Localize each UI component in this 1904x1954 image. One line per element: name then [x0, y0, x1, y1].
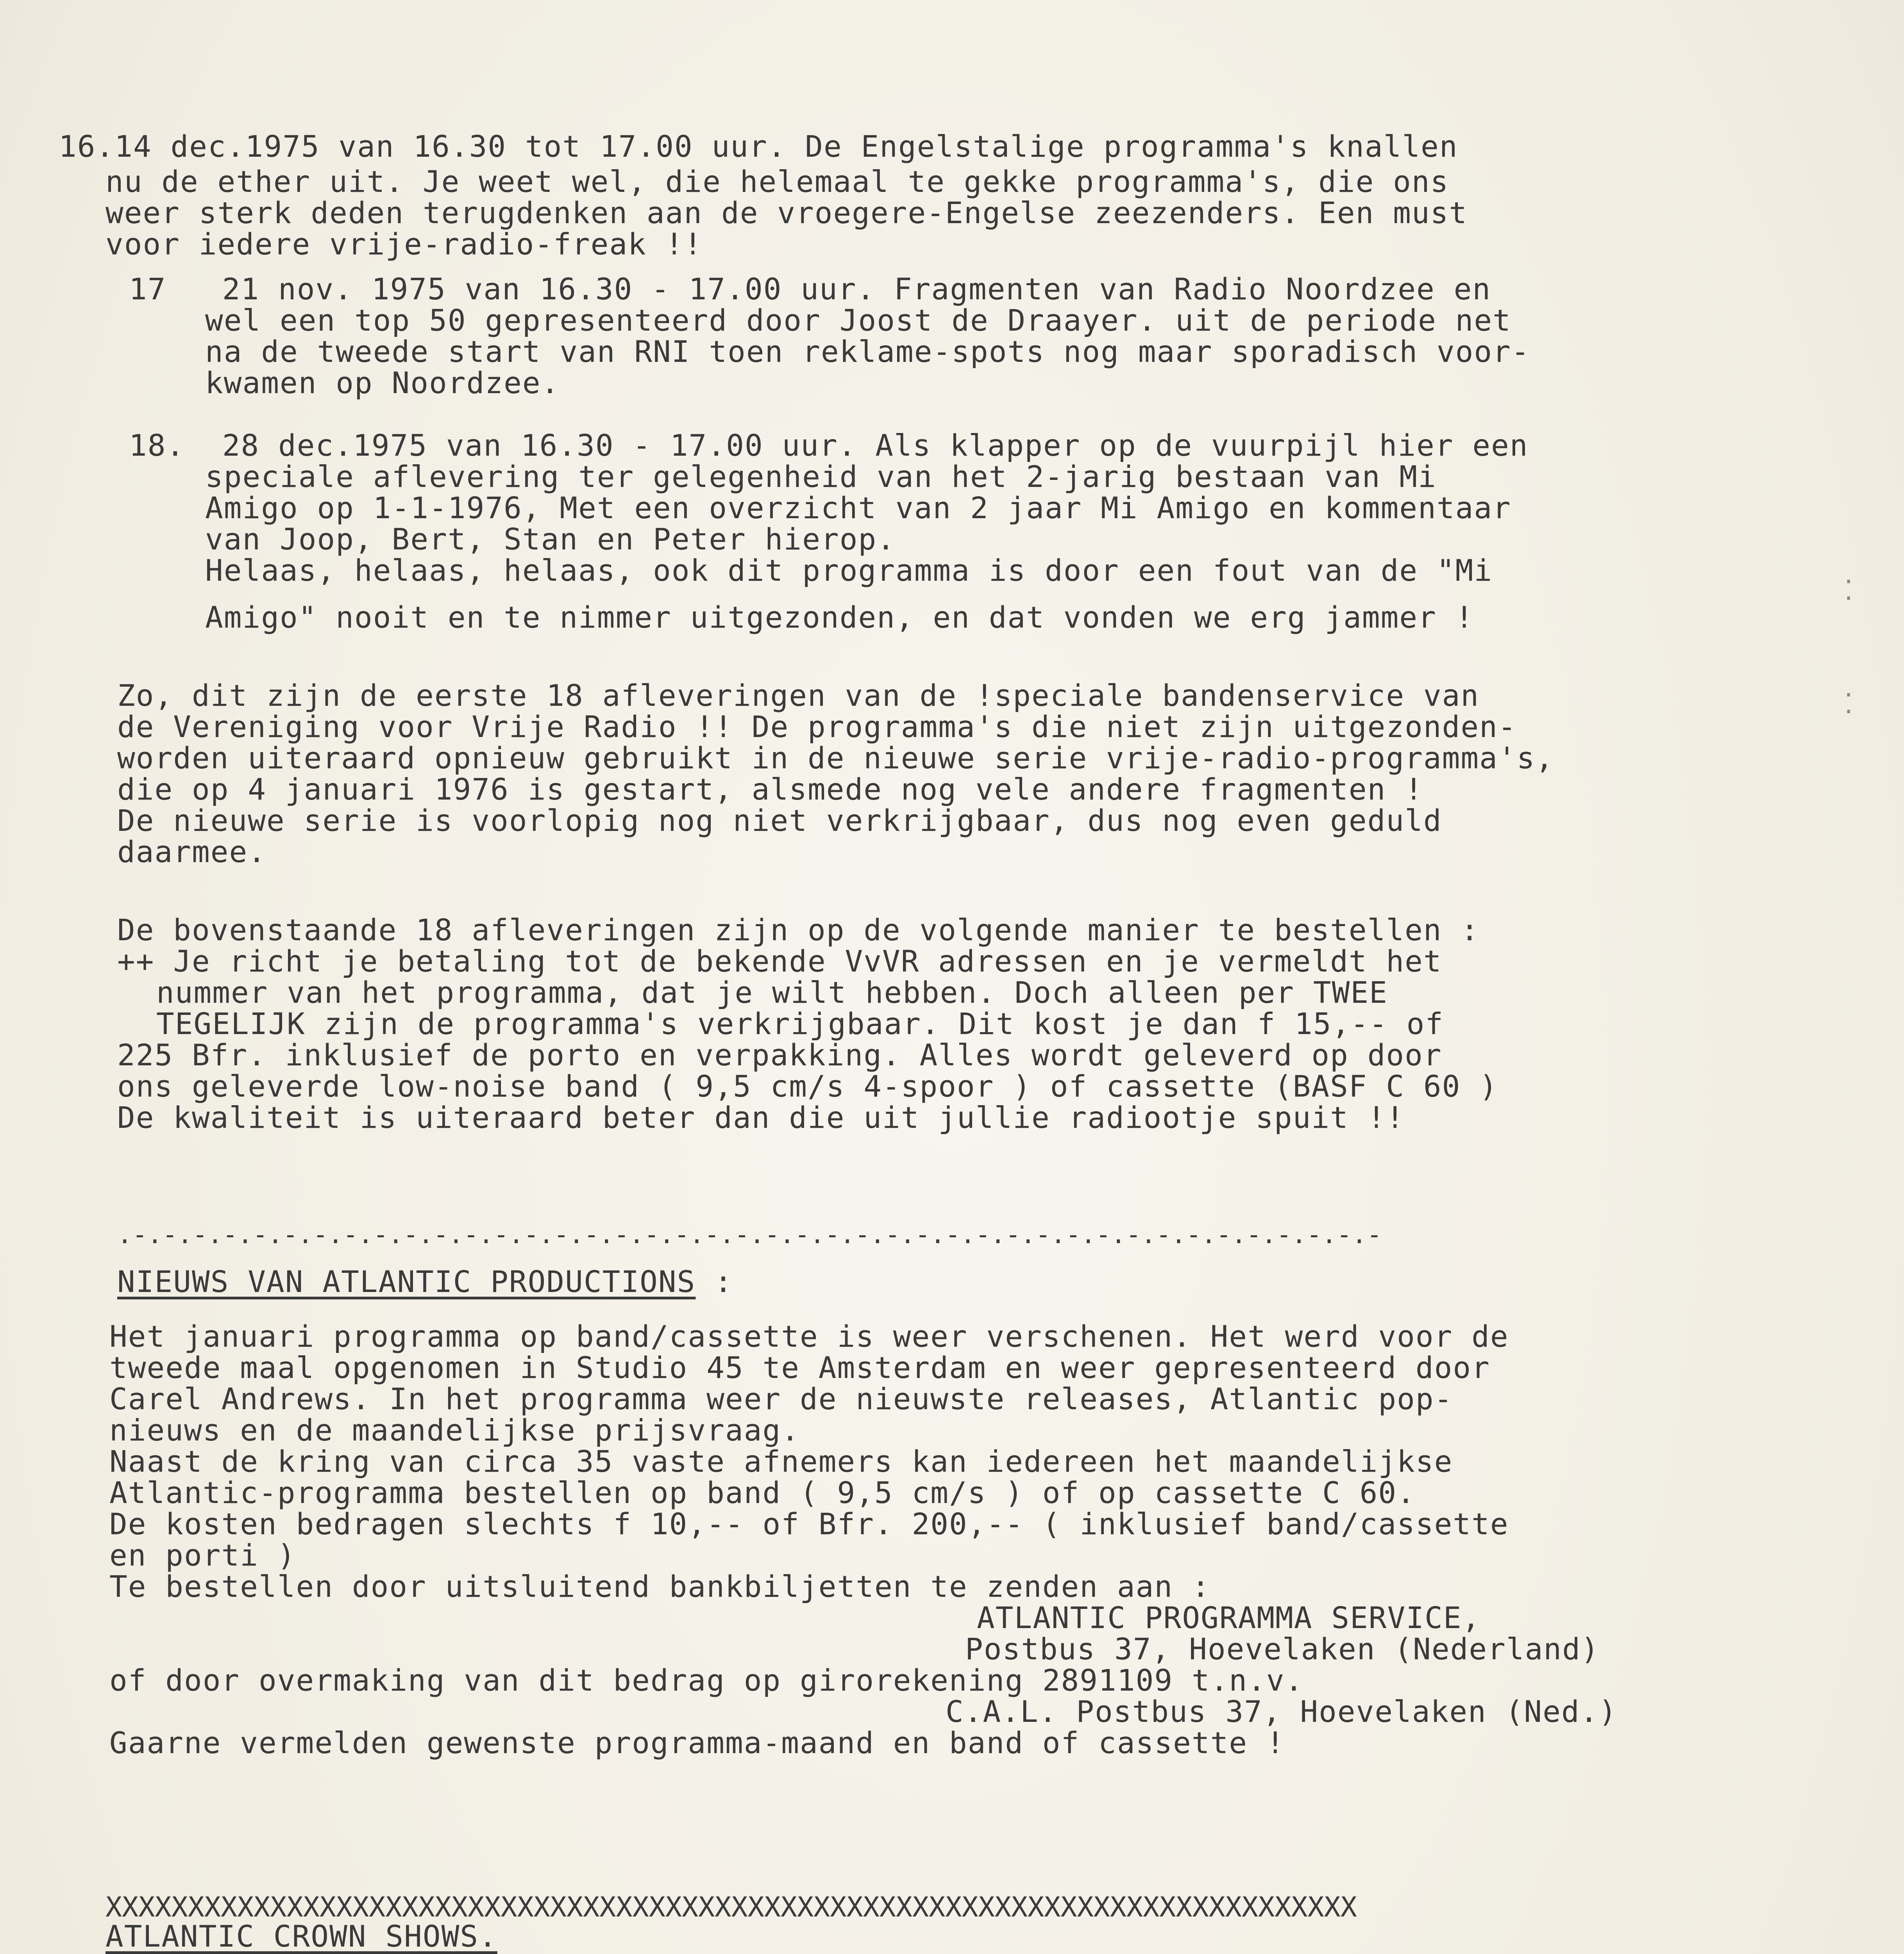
atlantic-productions-line-9: Te bestellen door uitsluitend bankbiljetten te zenden aan : — [109, 1569, 1210, 1604]
ordering-line-3: nummer van het programma, dat je wilt hebben. Doch alleen per TWEE — [156, 975, 1388, 1010]
atlantic-productions-line-3: Carel Andrews. In het programma weer de nieuwste releases, Atlantic pop- — [109, 1381, 1453, 1416]
item-18-line-1: 18. 28 dec.1975 van 16.30 - 17.00 uur. Als klapper op de vuurpijl hier een — [129, 428, 1529, 463]
item-17-line-1: 17 21 nov. 1975 van 16.30 - 17.00 uur. Fragmenten van Radio Noordzee en — [129, 272, 1491, 306]
summary-line-6: daarmee. — [117, 834, 267, 869]
item-18-line-3: Amigo op 1-1-1976, Met een overzicht van 2 jaar Mi Amigo en kommentaar — [205, 490, 1511, 525]
item-16-line-1: 16.14 dec.1975 van 16.30 tot 17.00 uur. De Engelstalige programma's knallen — [59, 129, 1458, 164]
giro-recipient: C.A.L. Postbus 37, Hoevelaken (Ned.) — [946, 1694, 1618, 1729]
ordering-line-4: TEGELIJK zijn de programma's verkrijgbaar. Dit kost je dan f 15,-- of — [156, 1006, 1444, 1041]
item-18-line-4: van Joop, Bert, Stan en Peter hierop. — [205, 522, 896, 556]
summary-line-5: De nieuwe serie is voorlopig nog niet verkrijgbaar, dus nog even geduld — [117, 803, 1442, 838]
atlantic-productions-line-12: of door overmaking van dit bedrag op girorekening 2891109 t.n.v. — [109, 1663, 1304, 1698]
atlantic-productions-line-14: Gaarne vermelden gewenste programma-maand en band of cassette ! — [109, 1725, 1285, 1760]
atlantic-productions-line-1: Het januari programma op band/cassette is weer verschenen. Het werd voor de — [109, 1319, 1509, 1354]
ordering-line-5: 225 Bfr. inklusief de porto en verpakking. Alles wordt geleverd op door — [117, 1038, 1442, 1072]
item-18-line-6: Amigo" nooit en te nimmer uitgezonden, en dat vonden we erg jammer ! — [205, 600, 1474, 635]
address-postbus: Postbus 37, Hoevelaken (Nederland) — [965, 1632, 1600, 1666]
summary-line-2: de Vereniging voor Vrije Radio !! De programma's die niet zijn uitgezonden- — [117, 709, 1517, 744]
ordering-line-2: ++ Je richt je betaling tot de bekende VvVR adressen en je vermeldt het — [117, 944, 1442, 979]
atlantic-productions-line-7: De kosten bedragen slechts f 10,-- of Bfr. 200,-- ( inklusief band/cassette — [109, 1507, 1509, 1541]
summary-line-1: Zo, dit zijn de eerste 18 afleveringen van de !speciale bandenservice van — [117, 678, 1480, 713]
item-16-line-2: nu de ether uit. Je weet wel, die helemaal te gekke programma's, die ons — [105, 164, 1449, 199]
dash-separator: .-.-.-.-.-.-.-.-.-.-.-.-.-.-.-.-.-.-.-.-.-.-.-.-.-.-.-.-.-.-.-.-.-.-.-.-.-.-.-.-.-.- — [117, 1220, 1382, 1249]
item-17-line-3: na de tweede start van RNI toen reklame-spots nog maar sporadisch voor- — [205, 334, 1530, 369]
crown-shows-heading: ATLANTIC CROWN SHOWS. — [105, 1919, 497, 1954]
summary-line-4: die op 4 januari 1976 is gestart, alsmede nog vele andere fragmenten ! — [117, 772, 1423, 807]
ordering-line-7: De kwaliteit is uiteraard beter dan die uit jullie radiootje spuit !! — [117, 1100, 1405, 1135]
item-16-line-4: voor iedere vrije-radio-freak !! — [105, 227, 703, 261]
punch-mark-icon: ⁚ — [1844, 688, 1853, 720]
summary-line-3: worden uiteraard opnieuw gebruikt in de nieuwe serie vrije-radio-programma's, — [117, 741, 1554, 775]
item-17-line-4: kwamen op Noordzee. — [205, 365, 560, 400]
atlantic-productions-heading-text: NIEUWS VAN ATLANTIC PRODUCTIONS — [117, 1264, 696, 1299]
x-separator-1: XXXXXXXXXXXXXXXXXXXXXXXXXXXXXXXXXXXXXXXXXXXXXXXXXXXXXXXXXXXXXXXXXXXXXXXXXXXX — [105, 1891, 1357, 1923]
atlantic-productions-line-4: nieuws en de maandelijkse prijsvraag. — [109, 1413, 800, 1448]
atlantic-productions-line-8: en porti ) — [109, 1538, 296, 1573]
atlantic-productions-heading-suffix: : — [695, 1264, 733, 1299]
atlantic-productions-line-6: Atlantic-programma bestellen op band ( 9,5 cm/s ) of op cassette C 60. — [109, 1475, 1416, 1510]
punch-mark-icon: ⁚ — [1844, 574, 1853, 607]
atlantic-productions-line-5: Naast de kring van circa 35 vaste afnemers kan iedereen het maandelijkse — [109, 1444, 1453, 1479]
ordering-line-1: De bovenstaande 18 afleveringen zijn op de volgende manier te bestellen : — [117, 913, 1480, 947]
atlantic-productions-heading — [117, 1266, 733, 1297]
item-18-line-2: speciale aflevering ter gelegenheid van het 2-jarig bestaan van Mi — [205, 459, 1437, 494]
item-16-line-3: weer sterk deden terugdenken aan de vroegere-Engelse zeezenders. Een must — [105, 195, 1468, 230]
item-17-line-2: wel een top 50 gepresenteerd door Joost de Draayer. uit de periode net — [205, 303, 1511, 338]
address-service-name: ATLANTIC PROGRAMMA SERVICE, — [977, 1600, 1481, 1635]
item-18-line-5: Helaas, helaas, helaas, ook dit programma is door een fout van de "Mi — [205, 553, 1493, 588]
atlantic-productions-line-2: tweede maal opgenomen in Studio 45 te Amsterdam en weer gepresenteerd door — [109, 1350, 1490, 1385]
ordering-line-6: ons geleverde low-noise band ( 9,5 cm/s 4-spoor ) of cassette (BASF C 60 ) — [117, 1069, 1498, 1104]
